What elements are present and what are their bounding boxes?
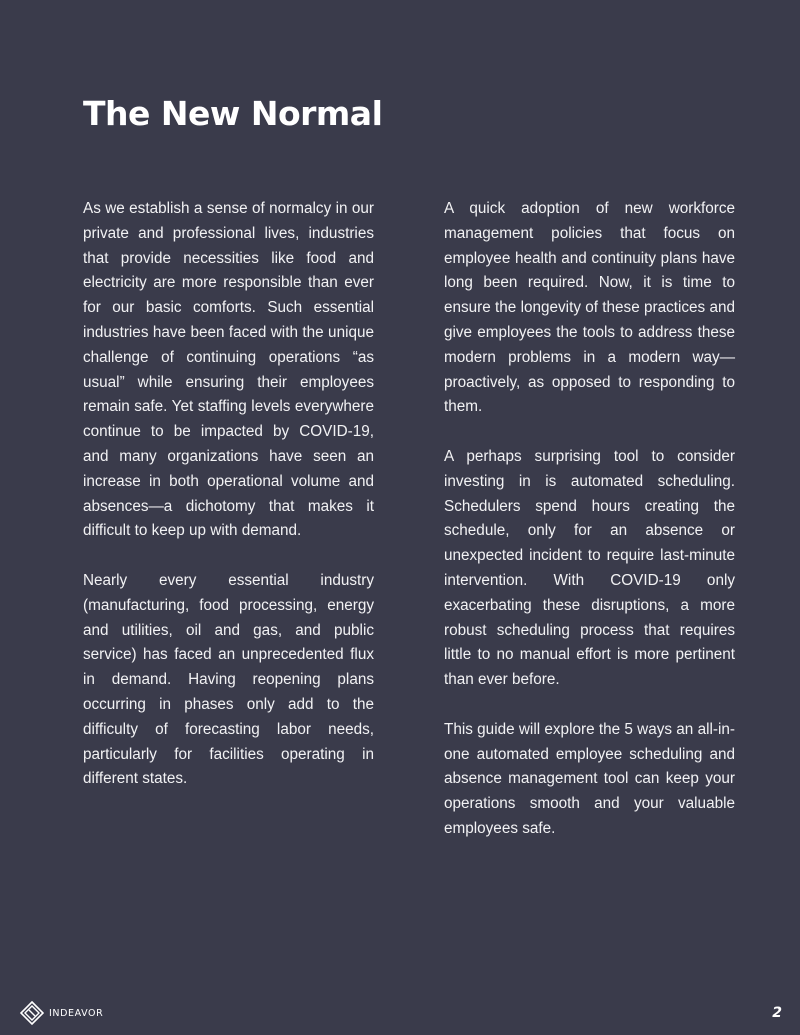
page-title: The New Normal [83,94,383,133]
left-paragraph-1: As we establish a sense of normalcy in our private and professional lives, industries that provide necessities like food and electricity are more responsible than ever for our basic comforts. Such essential industries have been faced with the unique challenge of continuing operations “as usual” while ensuring their employees remain safe. Yet staffing levels everywhere continue to be impacted by COVID-19, and many organizations have seen an increase in both operational volume and absences—a dichotomy that makes it difficult to keep up with demand. [83,200,374,540]
footer-logo [20,1001,103,1025]
right-column [444,197,735,867]
left-paragraph-2: Nearly every essential industry (manufacturing, food processing, energy and utilities, oil and gas, and public service) has faced an unprecedented flux in demand. Having reopening plans occurring in phases only add to the difficulty of forecasting labor needs, particularly for facilities operating in different states. [83,571,374,788]
page-number: 2 [772,1005,782,1021]
diamond-logo-icon [20,1001,44,1025]
left-column [83,197,374,817]
right-paragraph-2: A perhaps surprising tool to consider investing in is automated scheduling. Schedulers spend hours creating the schedule, only for an absence or unexpected incident to require last-minute intervention. With COVID-19 only exacerbating these disruptions, a more robust scheduling process that requires little to no manual effort is more pertinent than ever before. [444,447,735,689]
brand-name: INDEAVOR [49,1007,104,1019]
right-paragraph-1: A quick adoption of new workforce management policies that focus on employee health and continuity plans have long been required. Now, it is time to ensure the longevity of these practices and give employees the tools to address these modern problems in a modern way—proactively, as opposed to responding to them. [444,200,735,416]
right-paragraph-3: This guide will explore the 5 ways an all-in-one automated employee scheduling and absence management tool can keep your operations smooth and your valuable employees safe. [444,720,735,837]
